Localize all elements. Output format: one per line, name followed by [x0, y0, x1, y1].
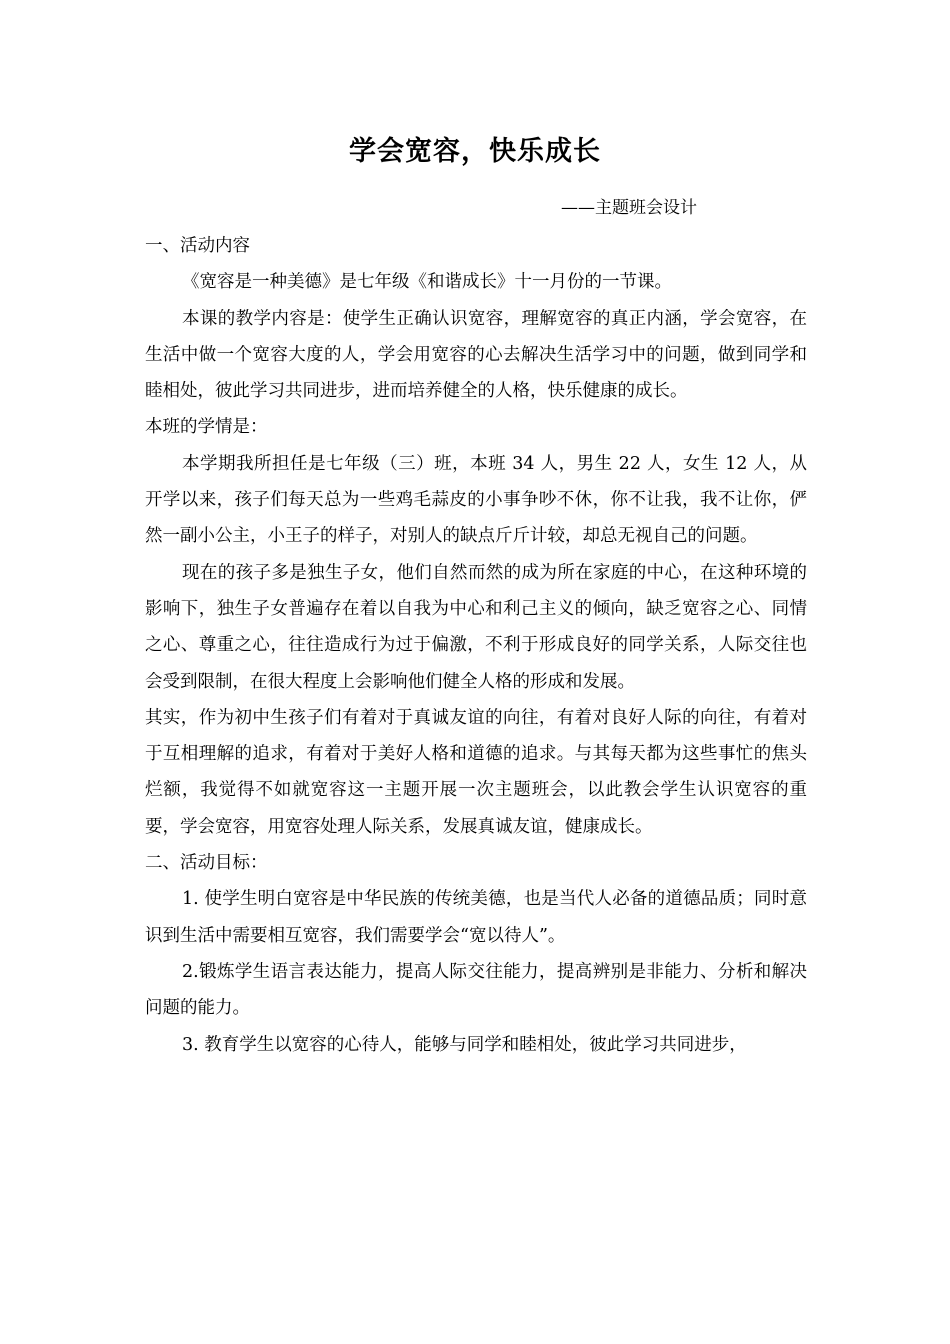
goal-item: 1. 使学生明白宽容是中华民族的传统美德，也是当代人必备的道德品质；同时意识到生活中需要相互宽容，我们需要学会“宽以待人”。	[145, 889, 807, 946]
paragraph: 本学期我所担任是七年级（三）班，本班 34 人，男生 22 人，女生 12 人，从开学以来，孩子们每天总为一些鸡毛蒜皮的小事争吵不休，你不让我，我不让你，俨然一副小公主，小王子的样子，对别人的缺点斤斤计较，却总无视自己的问题。	[145, 453, 807, 547]
document-title: 学会宽容，快乐成长	[349, 136, 601, 167]
document-subtitle: ——主题班会设计	[561, 198, 697, 218]
paragraph: 本课的教学内容是：使学生正确认识宽容，理解宽容的真正内涵，学会宽容，在生活中做一个宽容大度的人，学会用宽容的心去解决生活学习中的问题，做到同学和睦相处，彼此学习共同进步，进而培养健全的人格，快乐健康的成长。	[145, 308, 807, 402]
paragraph: 《宽容是一种美德》是七年级《和谐成长》十一月份的一节课。	[182, 272, 672, 293]
subheading-class-situation: 本班的学情是：	[145, 417, 268, 438]
paragraph: 其实，作为初中生孩子们有着对于真诚友谊的向往，有着对良好人际的向往，有着对于互相理解的追求，有着对于美好人格和道德的追求。与其每天都为这些事忙的焦头烂额，我觉得不如就宽容这一主题开展一次主题班会，以此教会学生认识宽容的重要，学会宽容，用宽容处理人际关系，发展真诚友谊，健康成长。	[145, 707, 807, 837]
paragraph: 现在的孩子多是独生子女，他们自然而然的成为所在家庭的中心，在这种环境的影响下，独生子女普遍存在着以自我为中心和利己主义的倾向，缺乏宽容之心、同情之心、尊重之心，往往造成行为过于偏激，不利于形成良好的同学关系，人际交往也会受到限制，在很大程度上会影响他们健全人格的形成和发展。	[145, 562, 807, 692]
goal-item: 3. 教育学生以宽容的心待人，能够与同学和睦相处，彼此学习共同进步，	[182, 1034, 747, 1055]
goal-item: 2.锻炼学生语言表达能力，提高人际交往能力，提高辨别是非能力、分析和解决问题的能力。	[145, 961, 807, 1019]
section-heading-activity-content: 一、活动内容	[145, 236, 250, 256]
section-heading-activity-goals: 二、活动目标：	[145, 853, 268, 874]
document-body	[145, 228, 807, 1063]
